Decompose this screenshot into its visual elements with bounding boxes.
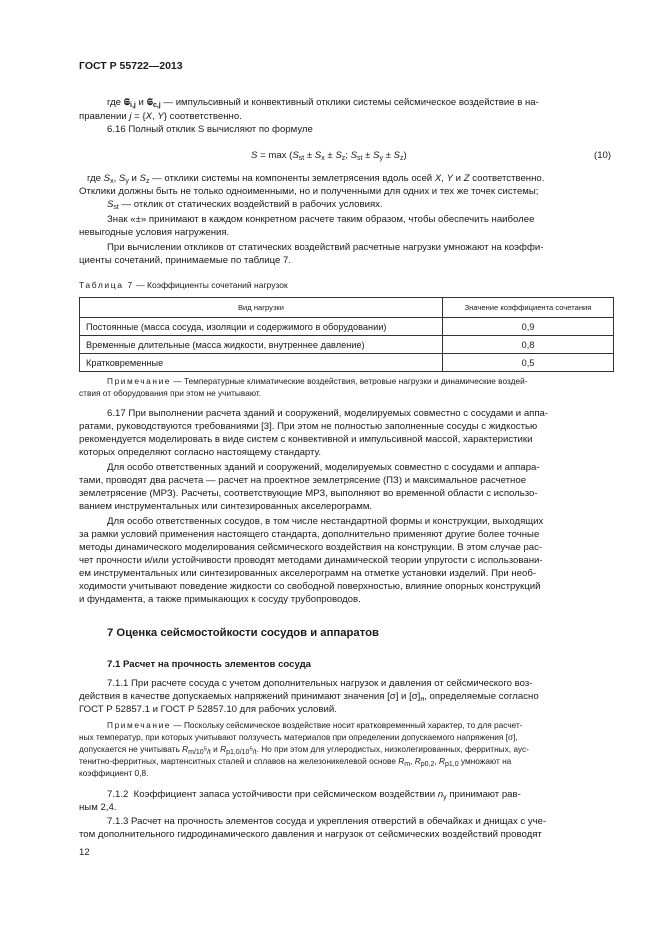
text-line: землетрясение (МРЗ). Расчеты, соответствующие МРЗ, выполняют во временной области с использо- [79,488,538,499]
page-number: 12 [79,847,90,858]
text-line: том дополнительного гидродинамического давления и нагрузок от сейсмических воздействий проводят [79,829,542,840]
table-cell: Временные длительные (масса жидкости, внутреннее давление) [80,336,443,354]
note-line: допускается не учитывать $R_{m/10^5/t}$ и $R_{p1,0/10^5/t}$. Но при этом для углеродистых, низколегированных, ферритных, аус- [79,744,529,756]
formula-number: (10) [594,150,612,161]
text-line: 7.1.1 При расчете сосуда с учетом дополнительных нагрузок и давления от сейсмического воз- [107,678,533,689]
column-header: Значение коэффициента сочетания [443,298,614,318]
text-line: $S_{st}$ — отклик от статических воздействий в рабочих условиях. [107,199,383,211]
text-line: При вычислении откликов от статических воздействий расчетные нагрузки умножают на коэффи- [107,242,544,253]
text-line: где 𝕾$_{i,j}$ и 𝕾$_{c,j}$ — импульсивный и конвективный отклики системы сейсмическое воздействие в на- [107,97,539,109]
text-line: рекомендуется моделировать в виде систем с конвективной и импульсивной массой, характеристики [79,434,533,445]
text-line: ходимости учитывают поведение жидкости со свободной поверхностью, влияние опорных конструкций [79,581,541,592]
text-line: ГОСТ Р 52857.1 и ГОСТ Р 52857.10 для рабочих условий. [79,704,337,715]
table-cell: 0,5 [443,354,614,372]
text-line: Для особо ответственных зданий и сооружений, моделируемых совместно с сосудами и аппара- [107,462,540,473]
text-line: 7.1.3 Расчет на прочность элементов сосуда и укрепления отверстий в обечайках и днищах с уче- [107,816,547,827]
text-line: методы динамического моделирования сейсмического воздействия на конструкции. В этом случае рас- [79,542,543,553]
section-heading: 7 Оценка сейсмостойкости сосудов и аппаратов [107,627,379,639]
text-line: правлении j = {X, Y} соответственно. [79,111,242,122]
text-line: Отклики должны быть не только одноименными, но и полученными для одних и тех же точек системы; [79,186,539,197]
note-line: Примечание — Температурные климатические воздействия, ветровые нагрузки и динамические воздей- [107,376,528,386]
text-line: Для особо ответственных сосудов, в том числе нестандартной формы и конструкции, выходящих [107,516,544,527]
table-cell: Кратковременные [80,354,443,372]
text-line: ратами, руководствуются требованиями [3]. При этом не полностью заполненные сосуды с жидкостью [79,421,538,432]
text-line: 6.16 Полный отклик S вычисляют по формуле [107,124,313,135]
note-line: Примечание — Поскольку сейсмическое воздействие носит кратковременный характер, то для расчет- [107,720,523,730]
table-header-row [80,298,614,318]
text-line: ем инструментальных или синтезированных акселерограмм на отметке установки изделий. При необ- [79,568,537,579]
formula: $S = \max (S_{st} \pm S_x \pm S_z$; $S_{st} \pm S_y \pm S_z$) [251,150,407,162]
note-line: ных температур, при которых учитывают ползучесть материалов при определении допускаемого напряжения [σ], [79,732,518,742]
table-row [80,318,614,336]
coefficients-table [79,297,614,372]
text-line: тами, проводят два расчета — расчет на проектное землетрясение (ПЗ) и максимальное расчетное [79,475,527,486]
subsection-heading: 7.1 Расчет на прочность элементов сосуда [107,659,311,670]
column-header: Вид нагрузки [80,298,443,318]
table-cell: 0,9 [443,318,614,336]
text-line: ным 2,4. [79,802,117,813]
text-line: действия в качестве допускаемых напряжений принимают значения [σ] и $[\sigma]_н$, определяемые согласно [79,691,539,703]
table-row [80,354,614,372]
text-line: чет прочности и/или устойчивости проводят методами динамической теории упругости с использовани- [79,555,543,566]
text-line: где $S_x$, $S_y$ и $S_z$ — отклики системы на компоненты землетрясения вдоль осей X, Y и Z соответственно. [87,173,545,185]
text-line: 6.17 При выполнении расчета зданий и сооружений, моделируемых совместно с сосудами и аппа- [107,408,549,419]
text-line: и фундамента, а также примыкающих к сосуду трубопроводов. [79,594,361,605]
document-header: ГОСТ Р 55722—2013 [79,60,183,72]
text-line: невыгодные условия нагружения. [79,227,230,238]
text-line: 7.1.2 Коэффициент запаса устойчивости при сейсмическом воздействии $n_y$ принимают рав- [107,789,521,801]
table-row [80,336,614,354]
text-line: ванием инструментальных или синтезированных акселерограмм. [79,501,373,512]
note-line: тенитно-ферритных, мартенситных сталей и сплавов на железоникелевой основе $R_m$, $R_{p0,2}$, $R_{p1,0}$ умножают на [79,756,512,768]
note-line: коэффициент 0,8. [79,768,149,778]
text-line: циенты сочетаний, принимаемые по таблице 7. [79,255,291,266]
table-cell: Постоянные (масса сосуда, изоляции и содержимого в оборудовании) [80,318,443,336]
text-line: за рамки условий применения настоящего стандарта, дополнительно применяют другие более точные [79,529,540,540]
text-line: Знак «±» принимают в каждом конкретном расчете таким образом, чтобы обеспечить наиболее [107,214,535,225]
text-line: которых определяют согласно настоящему стандарту. [79,447,322,458]
note-line: ствия от оборудования при этом не учитывают. [79,388,262,398]
table-cell: 0,8 [443,336,614,354]
table-caption: Таблица 7 — Коэффициенты сочетаний нагрузок [79,280,288,290]
